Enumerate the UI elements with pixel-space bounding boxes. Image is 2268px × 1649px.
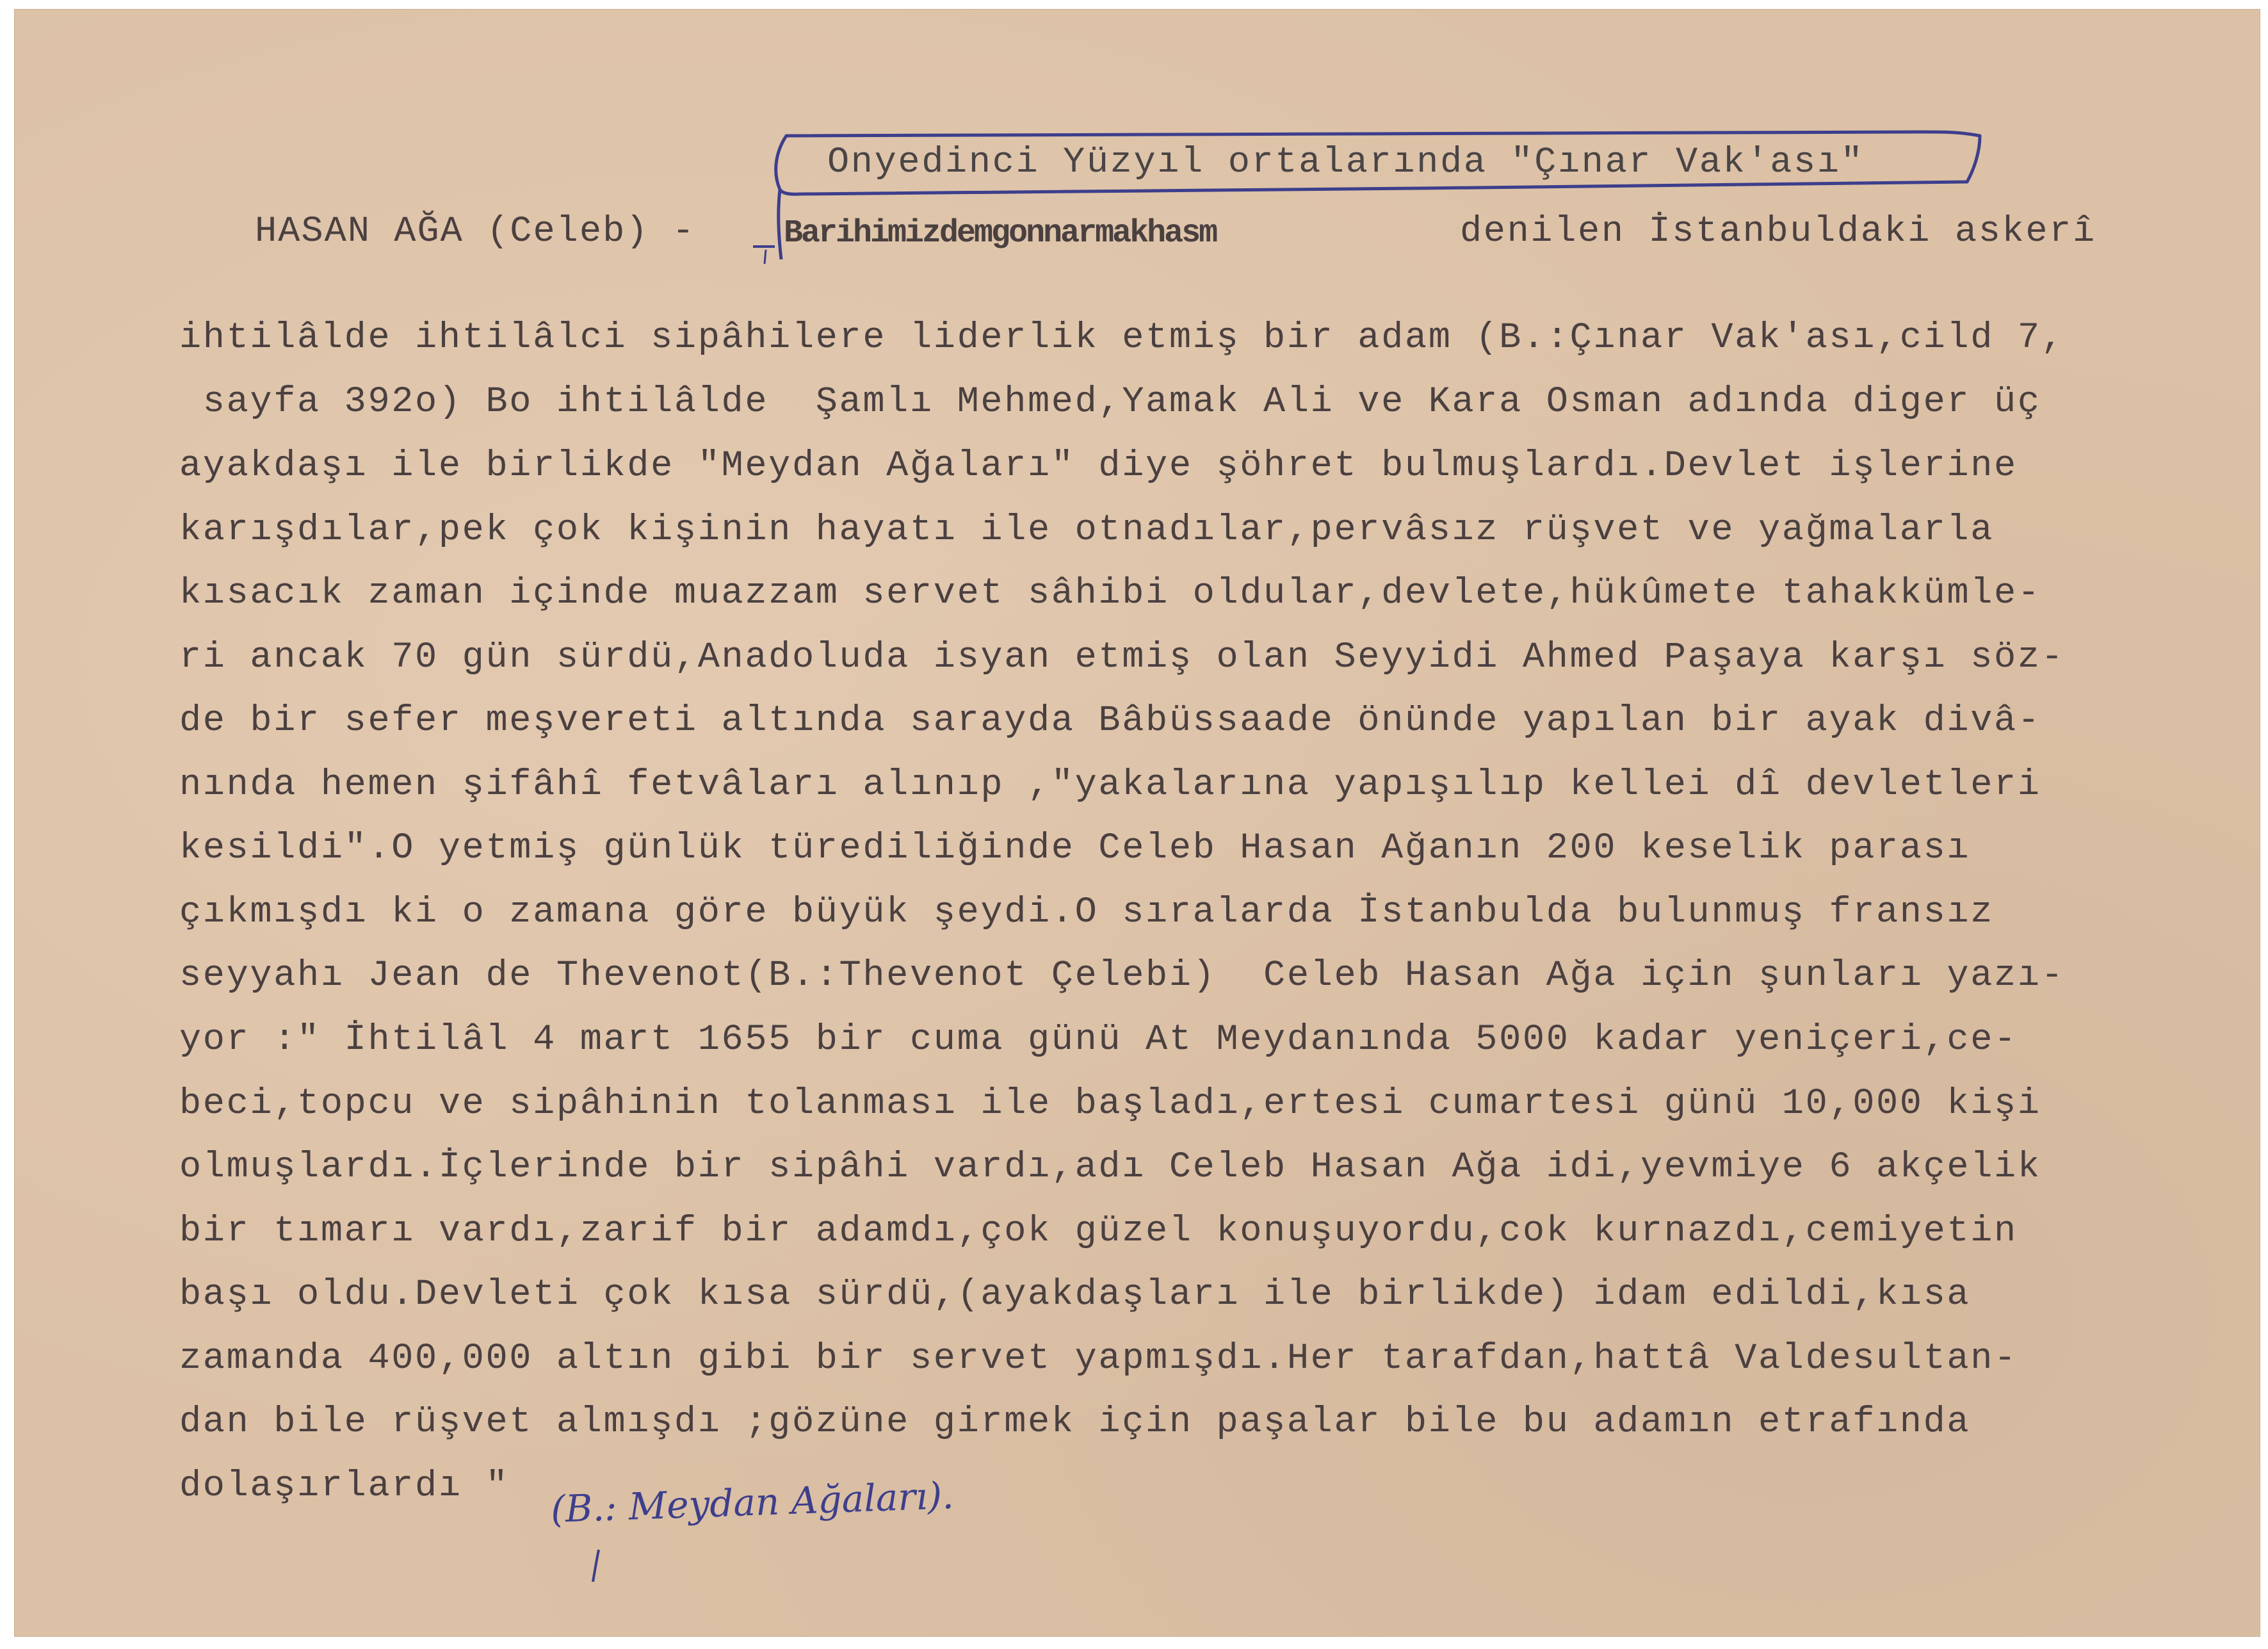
- body-line: karışdılar,pek çok kişinin hayatı ile otnadılar,pervâsız rüşvet ve yağmalarla: [179, 510, 1995, 551]
- body-line: ayakdaşı ile birlikde "Meydan Ağaları" diye şöhret bulmuşlardı.Devlet işlerine: [179, 446, 2018, 487]
- body-line: beci,topcu ve sipâhinin tolanması ile başladı,ertesi cumartesi günü 10,000 kişi: [179, 1084, 2041, 1125]
- body-line: ri ancak 70 gün sürdü,Anadoluda isyan etmiş olan Seyyidi Ahmed Paşaya karşı söz-: [179, 637, 2065, 678]
- body-line: nında hemen şifâhî fetvâları alınıp ,"yakalarına yapışılıp kellei dî devletleri: [179, 765, 2041, 806]
- entry-heading: HASAN AĞA (Celeb) -: [255, 211, 695, 252]
- handwritten-note: (B.: Meydan Ağaları).: [550, 1474, 955, 1531]
- body-line: olmuşlardı.İçlerinde bir sipâhi vardı,adı Celeb Hasan Ağa idi,yevmiye 6 akçelik: [179, 1147, 2041, 1188]
- body-line: yor :" İhtilâl 4 mart 1655 bir cuma günü At Meydanında 5000 kadar yeniçeri,ce-: [179, 1019, 2018, 1060]
- body-line: sayfa 392o) Bo ihtilâlde Şamlı Mehmed,Yamak Ali ve Kara Osman adında diger üç: [179, 382, 2041, 423]
- body-line: seyyahı Jean de Thevenot(B.:Thevenot Çelebi) Celeb Hasan Ağa için şunları yazı-: [179, 955, 2065, 996]
- body-line: kesildi".O yetmiş günlük türediliğinde Celeb Hasan Ağanın 200 keselik parası: [179, 828, 1971, 869]
- body-line: çıkmışdı ki o zamana göre büyük şeydi.O sıralarda İstanbulda bulunmuş fransız: [179, 892, 1995, 933]
- struck-out-text: Barihimizdemgonnarmakhasm: [784, 215, 1217, 251]
- body-line: bir tımarı vardı,zarif bir adamdı,çok güzel konuşuyordu,cok kurnazdı,cemiyetin: [179, 1211, 2018, 1252]
- body-line: kısacık zaman içinde muazzam servet sâhibi oldular,devlete,hükûmete tahakkümle-: [179, 573, 2041, 614]
- body-line: dan bile rüşvet almışdı ;gözüne girmek için paşalar bile bu adamın etrafında: [179, 1402, 1971, 1443]
- body-line: de bir sefer meşvereti altında sarayda Bâbüssaade önünde yapılan bir ayak divâ-: [179, 701, 2041, 742]
- body-line: dolaşırlardı ": [179, 1466, 510, 1507]
- heading-continuation: denilen İstanbuldaki askerî: [1460, 211, 2096, 252]
- body-line: ihtilâlde ihtilâlci sipâhilere liderlik etmiş bir adam (B.:Çınar Vak'ası,cild 7,: [179, 318, 2065, 359]
- body-line: başı oldu.Devleti çok kısa sürdü,(ayakdaşları ile birlikde) idam edildi,kısa: [179, 1274, 1971, 1315]
- body-line: zamanda 400,000 altın gibi bir servet yapmışdı.Her tarafdan,hattâ Valdesultan-: [179, 1338, 2018, 1379]
- inserted-phrase: Onyedinci Yüzyıl ortalarında "Çınar Vak'ası": [827, 142, 1865, 183]
